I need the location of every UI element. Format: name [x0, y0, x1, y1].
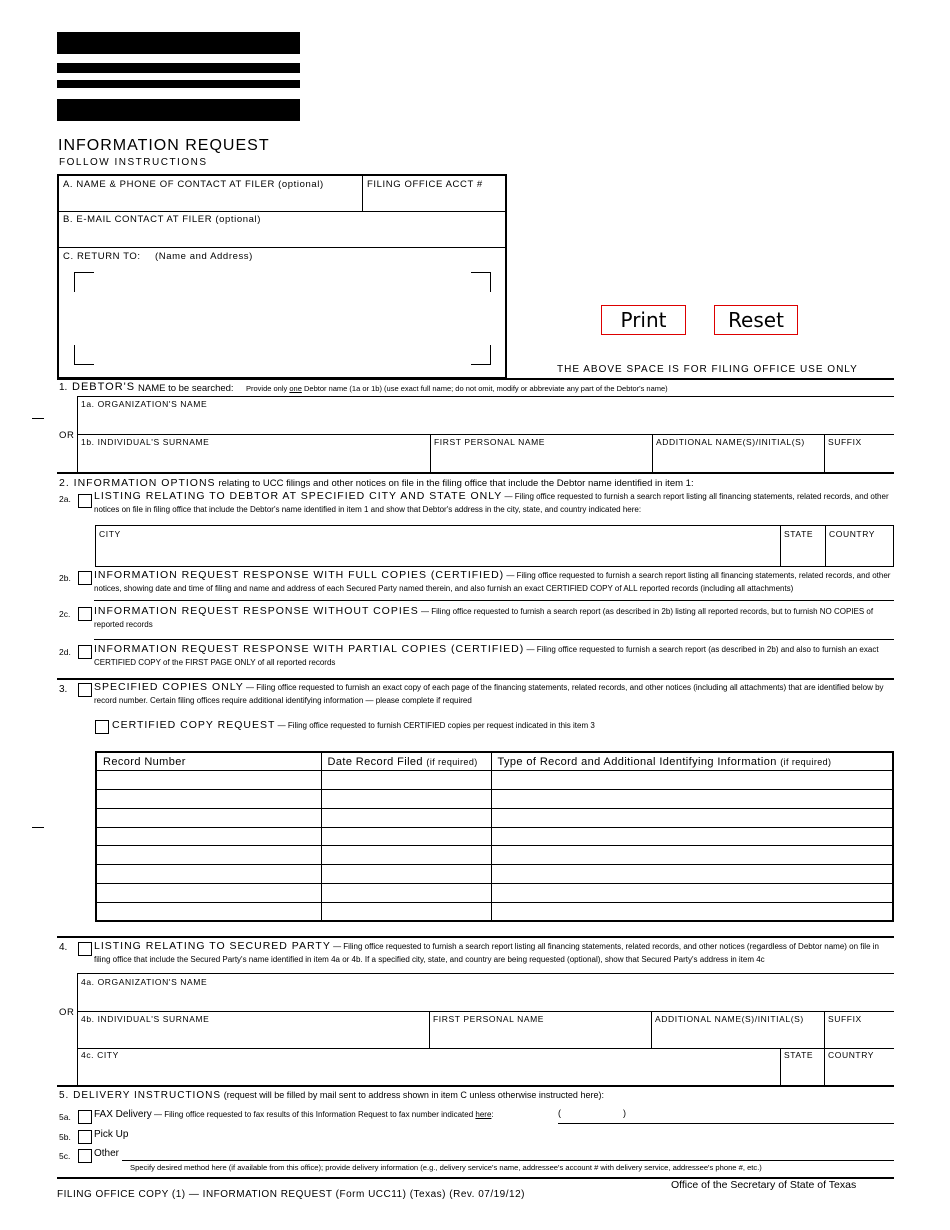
table-row — [96, 827, 893, 846]
record-number-cell[interactable] — [96, 827, 321, 846]
record-type-cell[interactable] — [491, 808, 893, 827]
section2-heading: 2. INFORMATION OPTIONS relating to UCC filings and other notices on file in the filing office that include the Debtor name identified in item 1: — [59, 477, 694, 489]
logo-bar-top — [57, 32, 300, 54]
or-label-4: OR — [59, 1007, 75, 1018]
secured-additional-names-field[interactable]: ADDITIONAL NAME(S)/INITIAL(S) — [655, 1014, 804, 1024]
page-title: INFORMATION REQUEST — [58, 137, 270, 154]
fax-number-field[interactable]: ( ) — [558, 1108, 626, 1118]
fold-mark-middle — [32, 827, 44, 828]
debtor-first-name-field[interactable]: FIRST PERSONAL NAME — [434, 437, 546, 447]
section4-checkbox[interactable] — [78, 942, 92, 956]
record-type-cell[interactable] — [491, 771, 893, 790]
filing-office-use-note: THE ABOVE SPACE IS FOR FILING OFFICE USE ONLY — [557, 364, 858, 375]
record-type-header: Type of Record and Additional Identifying Information (if required) — [491, 752, 893, 771]
date-filed-cell[interactable] — [321, 902, 491, 921]
date-filed-cell[interactable] — [321, 865, 491, 884]
return-to-label: C. RETURN TO: — [63, 251, 141, 262]
footer-office: Office of the Secretary of State of Texas — [671, 1179, 857, 1191]
item-2a-city-field[interactable]: CITY — [99, 529, 121, 539]
record-number-cell[interactable] — [96, 865, 321, 884]
pick-up-checkbox[interactable] — [78, 1130, 92, 1144]
date-filed-cell[interactable] — [321, 846, 491, 865]
item-2a-state-field[interactable]: STATE — [784, 529, 814, 539]
section1-heading-tail: NAME to be searched: — [138, 383, 234, 394]
date-filed-cell[interactable] — [321, 808, 491, 827]
record-table — [95, 751, 894, 922]
date-filed-header: Date Record Filed (if required) — [321, 752, 491, 771]
print-button[interactable]: Print — [601, 305, 686, 335]
pick-up-label: Pick Up — [94, 1129, 129, 1140]
item-2d-checkbox[interactable] — [78, 645, 92, 659]
record-number-cell[interactable] — [96, 808, 321, 827]
date-filed-cell[interactable] — [321, 884, 491, 903]
section1-instruction: Provide only one Debtor name (1a or 1b) (use exact full name; do not omit, modify or abbreviate any part of the Debtor's name) — [246, 384, 668, 393]
section4-number: 4. — [59, 942, 68, 953]
date-filed-cell[interactable] — [321, 790, 491, 809]
record-number-cell[interactable] — [96, 902, 321, 921]
secured-first-name-field[interactable]: FIRST PERSONAL NAME — [433, 1014, 545, 1024]
record-number-cell[interactable] — [96, 790, 321, 809]
date-filed-cell[interactable] — [321, 827, 491, 846]
item-2a-text: LISTING RELATING TO DEBTOR AT SPECIFIED CITY AND STATE ONLY — Filing office requested to furnish a search report listing all financing statements, related records, and other notices on file in filing office that include the Debtor's name identified in item 1 and show that Debtor's address in the city, state, and country indicated here: — [94, 490, 889, 514]
table-row — [96, 808, 893, 827]
footer-form-id: FILING OFFICE COPY (1) — INFORMATION REQUEST (Form UCC11) (Texas) (Rev. 07/19/12) — [57, 1189, 525, 1200]
section3-text: SPECIFIED COPIES ONLY — Filing office requested to furnish an exact copy of each page of the financing statements, related records, and other notices (including all attachments) that are identified below by record number. Certain filing offices require additional identifying information — please complete if required — [94, 681, 884, 705]
item-2a-country-field[interactable]: COUNTRY — [829, 529, 876, 539]
section5-heading: 5. DELIVERY INSTRUCTIONS (request will be filled by mail sent to address shown in item C unless otherwise instructed here): — [59, 1090, 604, 1101]
table-row — [96, 846, 893, 865]
date-filed-cell[interactable] — [321, 771, 491, 790]
record-type-cell[interactable] — [491, 827, 893, 846]
logo-bar-middle — [57, 63, 300, 73]
reset-button[interactable]: Reset — [714, 305, 798, 335]
certified-copy-text: CERTIFIED COPY REQUEST — Filing office requested to furnish CERTIFIED copies per request indicated in this item 3 — [112, 719, 595, 731]
other-delivery-label: Other — [94, 1148, 120, 1159]
table-row — [96, 884, 893, 903]
debtor-surname-field[interactable]: 1b. INDIVIDUAL'S SURNAME — [81, 437, 210, 447]
record-type-cell[interactable] — [491, 865, 893, 884]
return-to-address-field[interactable] — [74, 272, 491, 365]
record-type-cell[interactable] — [491, 790, 893, 809]
record-number-cell[interactable] — [96, 846, 321, 865]
item-2c-text: INFORMATION REQUEST RESPONSE WITHOUT COPIES — Filing office requested to furnish a search report (as described in 2b) listing all reported records, but to furnish NO COPIES of reported records — [94, 605, 874, 629]
section1-number: 1. — [59, 382, 68, 393]
other-delivery-instructions[interactable]: Specify desired method here (if available from this office); provide delivery information (e.g., delivery service's name, addressee's account # with delivery service, addressee's phone #, etc.) — [130, 1163, 762, 1172]
certified-copy-checkbox[interactable] — [95, 720, 109, 734]
fax-delivery-text: FAX Delivery — Filing office requested to fax results of this Information Request to fax number indicated here: — [94, 1109, 494, 1120]
secured-city-field[interactable]: 4c. CITY — [81, 1050, 119, 1060]
item-2b-text: INFORMATION REQUEST RESPONSE WITH FULL COPIES (CERTIFIED) — Filing office requested to furnish a search report listing all financing statements, related records, and other notices, showing date and time of filing and name and address of each Secured Party named therein, and also furnish an exact CERTIFIED COPY of ALL reported records (including all attachments) — [94, 569, 891, 593]
return-to-hint: (Name and Address) — [155, 251, 253, 262]
other-delivery-checkbox[interactable] — [78, 1149, 92, 1163]
or-label: OR — [59, 430, 75, 441]
item-5c-number: 5c. — [59, 1151, 71, 1161]
email-contact-field[interactable]: B. E-MAIL CONTACT AT FILER (optional) — [63, 214, 261, 225]
item-5a-number: 5a. — [59, 1112, 71, 1122]
item-2c-number: 2c. — [59, 609, 71, 619]
record-number-cell[interactable] — [96, 771, 321, 790]
section3-number: 3. — [59, 684, 68, 695]
secured-suffix-field[interactable]: SUFFIX — [828, 1014, 862, 1024]
secured-state-field[interactable]: STATE — [784, 1050, 814, 1060]
item-2a-checkbox[interactable] — [78, 494, 92, 508]
section1-heading: DEBTOR'S — [72, 381, 136, 393]
record-number-cell[interactable] — [96, 884, 321, 903]
record-number-header: Record Number — [96, 752, 321, 771]
item-2d-number: 2d. — [59, 647, 71, 657]
secured-surname-field[interactable]: 4b. INDIVIDUAL'S SURNAME — [81, 1014, 210, 1024]
section3-checkbox[interactable] — [78, 683, 92, 697]
section4-text: LISTING RELATING TO SECURED PARTY — Filing office requested to furnish a search report listing all financing statements, related records, and other notices (regardless of Debtor name) on file in filing office that include the Secured Party's name identified in item 4a or 4b. If a specified city, state, and country are being requested (optional), show that Secured Party's address in item 4c — [94, 940, 879, 964]
page-subtitle: FOLLOW INSTRUCTIONS — [59, 157, 208, 168]
table-row — [96, 902, 893, 921]
table-row — [96, 771, 893, 790]
debtor-additional-names-field[interactable]: ADDITIONAL NAME(S)/INITIAL(S) — [656, 437, 805, 447]
table-row — [96, 865, 893, 884]
record-type-cell[interactable] — [491, 884, 893, 903]
item-2a-number: 2a. — [59, 494, 71, 504]
item-2d-text: INFORMATION REQUEST RESPONSE WITH PARTIAL COPIES (CERTIFIED) — Filing office requested to furnish a search report (as described in 2b) and also to furnish an exact CERTIFIED COPY of the FIRST PAGE ONLY of all reported records — [94, 643, 879, 667]
contact-name-phone-field[interactable]: A. NAME & PHONE OF CONTACT AT FILER (optional) — [63, 179, 324, 190]
record-type-cell[interactable] — [491, 846, 893, 865]
fold-mark-top — [32, 418, 44, 419]
logo-bar-bottom — [57, 99, 300, 121]
logo-bar-thin — [57, 80, 300, 88]
item-2b-checkbox[interactable] — [78, 571, 92, 585]
table-row — [96, 790, 893, 809]
item-5b-number: 5b. — [59, 1132, 71, 1142]
debtor-org-name-field[interactable]: 1a. ORGANIZATION'S NAME — [81, 399, 208, 409]
item-2c-checkbox[interactable] — [78, 607, 92, 621]
debtor-suffix-field[interactable]: SUFFIX — [828, 437, 862, 447]
filing-office-acct-field[interactable]: FILING OFFICE ACCT # — [367, 179, 483, 190]
record-type-cell[interactable] — [491, 902, 893, 921]
secured-org-name-field[interactable]: 4a. ORGANIZATION'S NAME — [81, 977, 208, 987]
secured-country-field[interactable]: COUNTRY — [828, 1050, 875, 1060]
fax-delivery-checkbox[interactable] — [78, 1110, 92, 1124]
item-2b-number: 2b. — [59, 573, 71, 583]
